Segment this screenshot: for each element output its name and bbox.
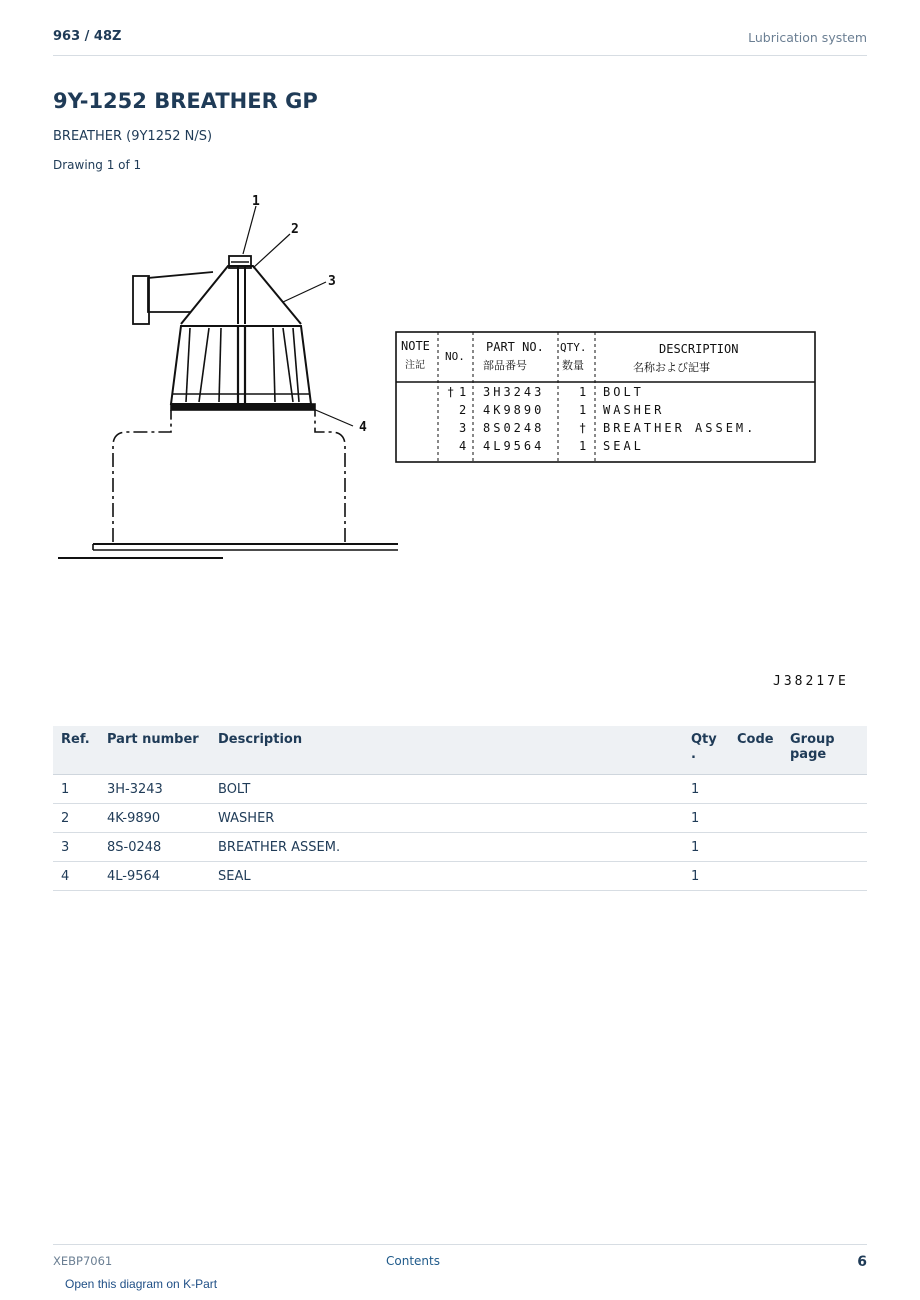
table-row bbox=[53, 804, 867, 833]
table-row bbox=[53, 862, 867, 891]
cell-group-page bbox=[782, 775, 867, 804]
legacy-header-partno: PART NO. bbox=[486, 340, 544, 354]
legacy-row1-part: 3H3243 bbox=[483, 385, 545, 399]
legacy-row1-qty: 1 bbox=[579, 385, 587, 399]
cell-group-page bbox=[782, 804, 867, 833]
cell-description: BREATHER ASSEM. bbox=[210, 833, 683, 862]
legacy-row2-desc: WASHER bbox=[603, 403, 665, 417]
page-subtitle: BREATHER (9Y1252 N/S) bbox=[53, 129, 213, 144]
legacy-row1-desc: BOLT bbox=[603, 385, 644, 399]
callout-3: 3 bbox=[328, 274, 336, 289]
cell-group-page bbox=[782, 833, 867, 862]
legacy-row3-part: 8S0248 bbox=[483, 421, 545, 435]
legacy-row4-desc: SEAL bbox=[603, 439, 644, 453]
cell-qty: 1 bbox=[683, 862, 729, 891]
table-row bbox=[53, 833, 867, 862]
legacy-header-note: NOTE bbox=[401, 339, 430, 353]
legacy-row3-desc: BREATHER ASSEM. bbox=[603, 421, 757, 435]
legacy-header-partno-jp: 部品番号 bbox=[483, 359, 527, 372]
cell-ref: 2 bbox=[53, 804, 99, 833]
model-label: 963 / 48Z bbox=[53, 29, 122, 44]
legacy-header-desc-jp: 名称および記事 bbox=[633, 361, 710, 374]
col-ref: Ref. bbox=[53, 726, 99, 775]
cell-ref: 3 bbox=[53, 833, 99, 862]
col-qty-dot: . bbox=[691, 747, 696, 762]
col-qty bbox=[683, 726, 729, 775]
drawing-code: J38217E bbox=[773, 674, 849, 689]
table-row bbox=[53, 775, 867, 804]
cell-ref: 1 bbox=[53, 775, 99, 804]
col-description: Description bbox=[210, 726, 683, 775]
legacy-row1-no: 1 bbox=[459, 385, 467, 399]
legacy-row4-qty: 1 bbox=[579, 439, 587, 453]
cell-code bbox=[729, 775, 782, 804]
cell-ref: 4 bbox=[53, 862, 99, 891]
callout-2: 2 bbox=[291, 222, 299, 237]
legacy-header-note-jp: 注記 bbox=[405, 360, 425, 371]
col-qty-label: Qty bbox=[691, 732, 717, 747]
cell-part-number: 3H-3243 bbox=[99, 775, 210, 804]
legacy-row2-part: 4K9890 bbox=[483, 403, 545, 417]
cell-qty: 1 bbox=[683, 775, 729, 804]
cell-part-number: 8S-0248 bbox=[99, 833, 210, 862]
cell-description: BOLT bbox=[210, 775, 683, 804]
cell-qty: 1 bbox=[683, 833, 729, 862]
page-header bbox=[53, 27, 867, 56]
cell-description: SEAL bbox=[210, 862, 683, 891]
document-id: XEBP7061 bbox=[53, 1254, 113, 1268]
legacy-row3-no: 3 bbox=[459, 421, 467, 435]
cell-code bbox=[729, 862, 782, 891]
legacy-row4-part: 4L9564 bbox=[483, 439, 545, 453]
col-group-page: Group page bbox=[782, 726, 867, 775]
cell-description: WASHER bbox=[210, 804, 683, 833]
cell-part-number: 4K-9890 bbox=[99, 804, 210, 833]
contents-link[interactable]: Contents bbox=[386, 1254, 440, 1268]
legacy-row3-qty: † bbox=[579, 421, 587, 435]
cell-qty: 1 bbox=[683, 804, 729, 833]
callout-4: 4 bbox=[359, 420, 367, 435]
cell-part-number: 4L-9564 bbox=[99, 862, 210, 891]
parts-table bbox=[53, 726, 867, 891]
page-footer bbox=[53, 1244, 867, 1291]
page-title: 9Y-1252 BREATHER GP bbox=[53, 89, 318, 113]
col-code: Code bbox=[729, 726, 782, 775]
legacy-header-desc: DESCRIPTION bbox=[659, 342, 739, 356]
section-label: Lubrication system bbox=[748, 30, 867, 45]
legacy-header-qty-jp: 数量 bbox=[562, 359, 584, 372]
callout-1: 1 bbox=[252, 194, 260, 209]
drawing-count-label: Drawing 1 of 1 bbox=[53, 158, 142, 172]
legacy-row2-qty: 1 bbox=[579, 403, 587, 417]
col-part-number: Part number bbox=[99, 726, 210, 775]
kpart-link[interactable]: Open this diagram on K-Part bbox=[65, 1277, 218, 1291]
legacy-row1-note: † bbox=[447, 385, 455, 399]
legacy-header-no: NO. bbox=[445, 350, 465, 363]
breather-drawing bbox=[53, 188, 867, 700]
legacy-header-qty: QTY. bbox=[560, 341, 587, 354]
parts-table-header bbox=[53, 726, 867, 775]
page-number: 6 bbox=[857, 1254, 867, 1270]
legacy-row4-no: 4 bbox=[459, 439, 467, 453]
parts-diagram[interactable] bbox=[53, 188, 867, 700]
cell-code bbox=[729, 833, 782, 862]
cell-group-page bbox=[782, 862, 867, 891]
cell-code bbox=[729, 804, 782, 833]
legacy-row2-no: 2 bbox=[459, 403, 467, 417]
